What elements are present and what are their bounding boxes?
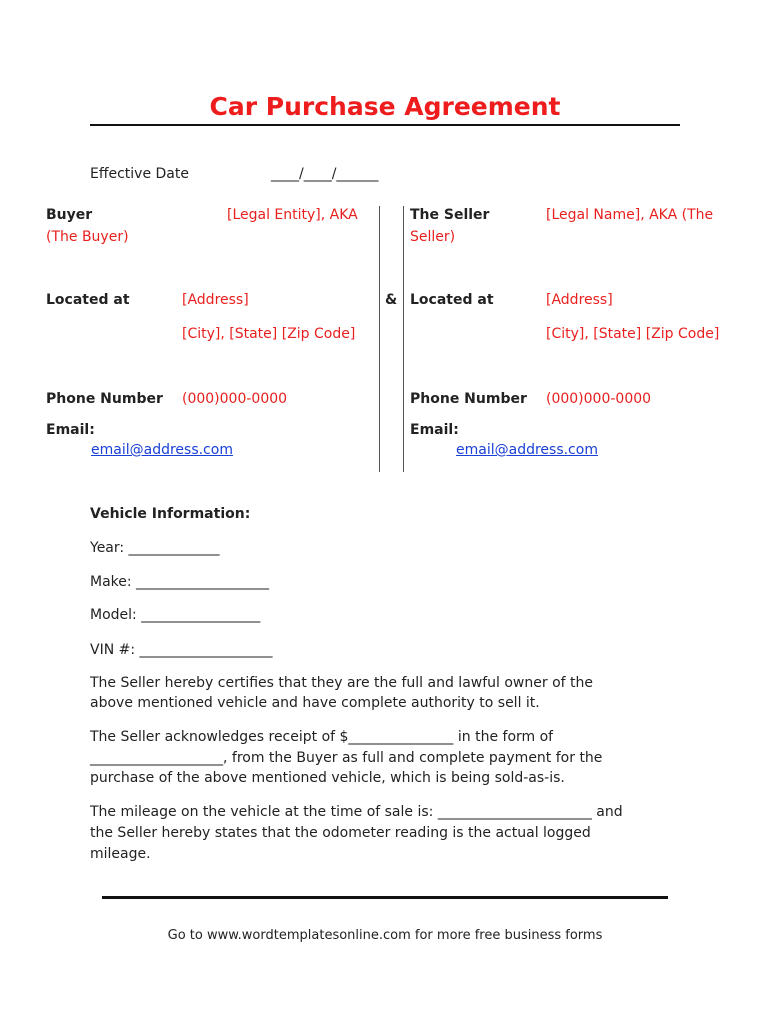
seller-phone-label: Phone Number	[410, 391, 527, 407]
vehicle-make-field[interactable]: Make: ___________________	[90, 574, 270, 590]
buyer-located-label: Located at	[46, 292, 130, 308]
payment-line-1: The Seller acknowledges receipt of $_______________ in the form of	[90, 729, 554, 745]
effective-date-label: Effective Date	[90, 166, 189, 182]
column-divider-left	[379, 206, 380, 472]
effective-date-field[interactable]: ____/____/______	[271, 166, 379, 182]
vehicle-info-heading: Vehicle Information:	[90, 506, 251, 522]
seller-phone[interactable]: (000)000-0000	[546, 391, 652, 407]
buyer-legal-entity[interactable]: [Legal Entity], AKA	[227, 207, 358, 223]
buyer-email-label: Email:	[46, 422, 95, 438]
ampersand: &	[385, 292, 398, 308]
mileage-line-3: mileage.	[90, 846, 151, 862]
seller-located-label: Located at	[410, 292, 494, 308]
title-divider	[90, 124, 680, 126]
seller-legal-name[interactable]: [Legal Name], AKA (The	[546, 207, 714, 223]
seller-aka: Seller)	[410, 229, 456, 245]
buyer-phone[interactable]: (000)000-0000	[182, 391, 288, 407]
certification-line-2: above mentioned vehicle and have complete authority to sell it.	[90, 695, 540, 711]
certification-line-1: The Seller hereby certifies that they are the full and lawful owner of the	[90, 675, 593, 691]
buyer-address[interactable]: [Address]	[182, 292, 249, 308]
seller-email-label: Email:	[410, 422, 459, 438]
payment-line-2: ___________________, from the Buyer as full and complete payment for the	[90, 750, 603, 766]
footer-divider	[102, 896, 668, 899]
vehicle-model-field[interactable]: Model: _________________	[90, 607, 261, 623]
mileage-line-2: the Seller hereby states that the odometer reading is the actual logged	[90, 825, 591, 841]
payment-line-3: purchase of the above mentioned vehicle, which is being sold-as-is.	[90, 770, 565, 786]
vehicle-year-field[interactable]: Year: _____________	[90, 540, 220, 556]
footer-text: Go to www.wordtemplatesonline.com for more free business forms	[167, 928, 603, 943]
buyer-heading: Buyer	[46, 207, 93, 223]
buyer-email-link[interactable]: email@address.com	[91, 442, 233, 458]
column-divider-right	[403, 206, 404, 472]
seller-heading: The Seller	[410, 207, 490, 223]
mileage-line-1: The mileage on the vehicle at the time of sale is: ______________________ and	[90, 804, 623, 820]
buyer-phone-label: Phone Number	[46, 391, 163, 407]
seller-city-state-zip[interactable]: [City], [State] [Zip Code]	[546, 326, 720, 342]
page-title: Car Purchase Agreement	[209, 92, 561, 121]
vehicle-vin-field[interactable]: VIN #: ___________________	[90, 642, 273, 658]
seller-address[interactable]: [Address]	[546, 292, 613, 308]
buyer-city-state-zip[interactable]: [City], [State] [Zip Code]	[182, 326, 356, 342]
buyer-aka: (The Buyer)	[46, 229, 129, 245]
seller-email-link[interactable]: email@address.com	[456, 442, 598, 458]
